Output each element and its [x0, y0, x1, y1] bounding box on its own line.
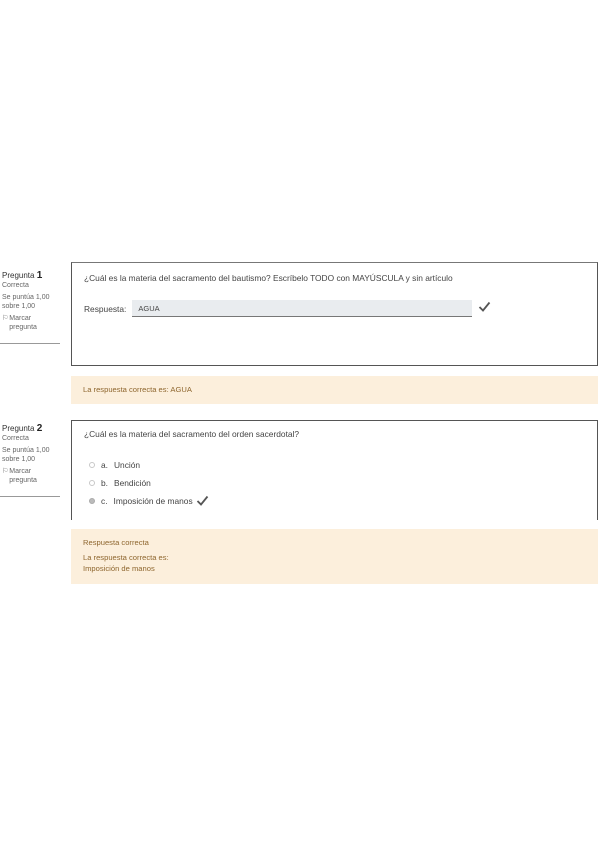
radio-button-selected[interactable] [89, 498, 95, 504]
check-icon [196, 495, 209, 508]
correct-answer-text: La respuesta correcta es: AGUA [83, 385, 192, 394]
option-text: Unción [114, 460, 141, 470]
option-text: Imposición de manos [113, 496, 193, 506]
flag-question-1[interactable] [2, 314, 59, 332]
feedback-2 [71, 529, 598, 584]
answer-input[interactable]: AGUA [132, 300, 472, 317]
question-info-1 [2, 271, 59, 332]
info-divider [0, 496, 60, 497]
option-c[interactable] [89, 492, 209, 510]
answer-row [84, 300, 472, 317]
check-icon [478, 300, 491, 318]
flag-label: Marcar pregunta [9, 468, 37, 484]
question-text-2: ¿Cuál es la materia del sacramento del orden sacerdotal? [84, 429, 300, 439]
question-grade-1: Se puntúa 1,00 sobre 1,00 [2, 294, 50, 310]
option-letter: a. [101, 460, 108, 470]
option-b[interactable] [89, 474, 209, 492]
info-divider [0, 343, 60, 344]
answer-options [89, 456, 209, 510]
question-state-1: Correcta [2, 282, 29, 289]
question-state-2: Correcta [2, 435, 29, 442]
flag-icon: ⚐ [2, 468, 9, 475]
question-2-box [71, 420, 598, 520]
correct-answer-text: Imposición de manos [83, 564, 155, 573]
flag-icon: ⚐ [2, 315, 9, 322]
correct-answer-intro: La respuesta correcta es: [83, 553, 169, 562]
question-grade-2: Se puntúa 1,00 sobre 1,00 [2, 447, 50, 463]
radio-button[interactable] [89, 480, 95, 486]
feedback-1 [71, 376, 598, 404]
feedback-grade: Respuesta correcta [83, 538, 149, 547]
option-a[interactable] [89, 456, 209, 474]
flag-question-2[interactable] [2, 467, 59, 485]
option-text: Bendición [114, 478, 151, 488]
option-letter: c. [101, 496, 108, 506]
radio-button[interactable] [89, 462, 95, 468]
option-letter: b. [101, 478, 108, 488]
flag-label: Marcar pregunta [9, 315, 37, 331]
question-number-1: Pregunta 1 [2, 270, 43, 281]
question-1-box [71, 262, 598, 366]
question-info-2 [2, 424, 59, 485]
answer-label: Respuesta: [84, 303, 127, 314]
question-text-1: ¿Cuál es la materia del sacramento del bautismo? Escríbelo TODO con MAYÚSCULA y sin artículo [84, 273, 453, 283]
question-number-2: Pregunta 2 [2, 423, 43, 434]
